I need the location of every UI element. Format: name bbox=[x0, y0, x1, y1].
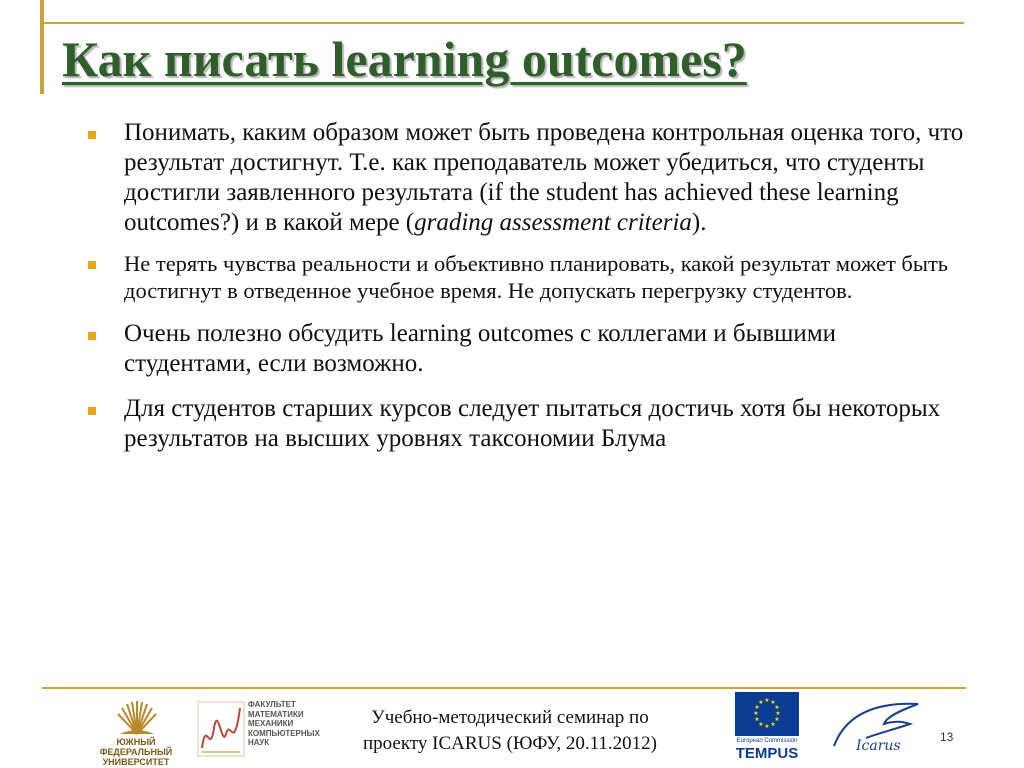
seminar-line-2: проекту ICARUS (ЮФУ, 20.11.2012) bbox=[363, 733, 657, 754]
bullet-item-1 bbox=[88, 118, 968, 238]
bullet-list bbox=[88, 118, 968, 454]
faculty-name: ФАКУЛЬТЕТ МАТЕМАТИКИ МЕХАНИКИ КОМПЬЮТЕРНЫХ НАУК bbox=[248, 700, 320, 747]
svg-text:★: ★ bbox=[758, 699, 764, 706]
eu-caption: European Commission bbox=[736, 738, 798, 744]
svg-text:★: ★ bbox=[774, 704, 780, 711]
eu-flag-icon bbox=[735, 692, 799, 736]
square-bullet-icon bbox=[88, 407, 96, 415]
page-number: 13 bbox=[940, 730, 954, 744]
bullet-item-2 bbox=[88, 250, 968, 304]
university-name: ЮЖНЫЙ ФЕДЕРАЛЬНЫЙ УНИВЕРСИТЕТ bbox=[99, 737, 173, 767]
svg-text:★: ★ bbox=[764, 697, 770, 704]
bullet-text-1-after: ). bbox=[691, 209, 707, 236]
svg-text:★: ★ bbox=[754, 716, 760, 723]
seminar-footer-text bbox=[330, 705, 690, 757]
frame-top-border bbox=[40, 22, 964, 24]
svg-text:★: ★ bbox=[774, 716, 780, 723]
bullet-text-3: Очень полезно обсудить learning outcomes с коллегами и бывшими студентами, если возможно. bbox=[124, 320, 837, 377]
svg-text:★: ★ bbox=[754, 704, 760, 711]
svg-text:★: ★ bbox=[775, 710, 781, 717]
svg-text:★: ★ bbox=[764, 723, 770, 730]
svg-text:★: ★ bbox=[753, 710, 759, 717]
seminar-line-1: Учебно-методический семинар по bbox=[371, 707, 649, 728]
svg-text:★: ★ bbox=[770, 699, 776, 706]
tempus-logo bbox=[735, 692, 799, 764]
bullet-text-1-italic: grading assessment criteria bbox=[414, 209, 692, 236]
bullet-item-4 bbox=[88, 394, 968, 454]
slide-title: Как писать learning outcomes? bbox=[62, 31, 747, 87]
svg-text:★: ★ bbox=[758, 721, 764, 728]
square-bullet-icon bbox=[88, 131, 96, 139]
bullet-text-4: Для студентов старших курсов следует пытаться достичь хотя бы некоторых результатов на высших уровнях таксономии Блума bbox=[124, 395, 941, 452]
square-bullet-icon bbox=[88, 332, 96, 340]
square-bullet-icon bbox=[88, 261, 96, 269]
icarus-signature-text: Icarus bbox=[856, 738, 901, 754]
eu-stars-icon bbox=[735, 692, 799, 736]
footer-divider bbox=[42, 687, 966, 689]
svg-text:★: ★ bbox=[770, 721, 776, 728]
bullet-text-2: Не терять чувства реальности и объективно планировать, какой результат может быть достигнут в отведенное учебное время. Не допускать перегрузку студентов. bbox=[124, 251, 949, 303]
bullet-text-1-before: Понимать, каким образом может быть проведена контрольная оценка того, что результат достигнут. Т.е. как преподаватель может убедиться, что студенты достигли заявленного результата (if the student has achieved these learning outcomes?) и в какой мере ( bbox=[124, 119, 964, 236]
tempus-label: TEMPUS bbox=[735, 745, 799, 762]
bullet-item-3 bbox=[88, 319, 968, 379]
faculty-graph-logo-icon bbox=[196, 698, 246, 760]
frame-left-border bbox=[40, 0, 44, 94]
icarus-signature-logo-icon bbox=[826, 694, 926, 760]
